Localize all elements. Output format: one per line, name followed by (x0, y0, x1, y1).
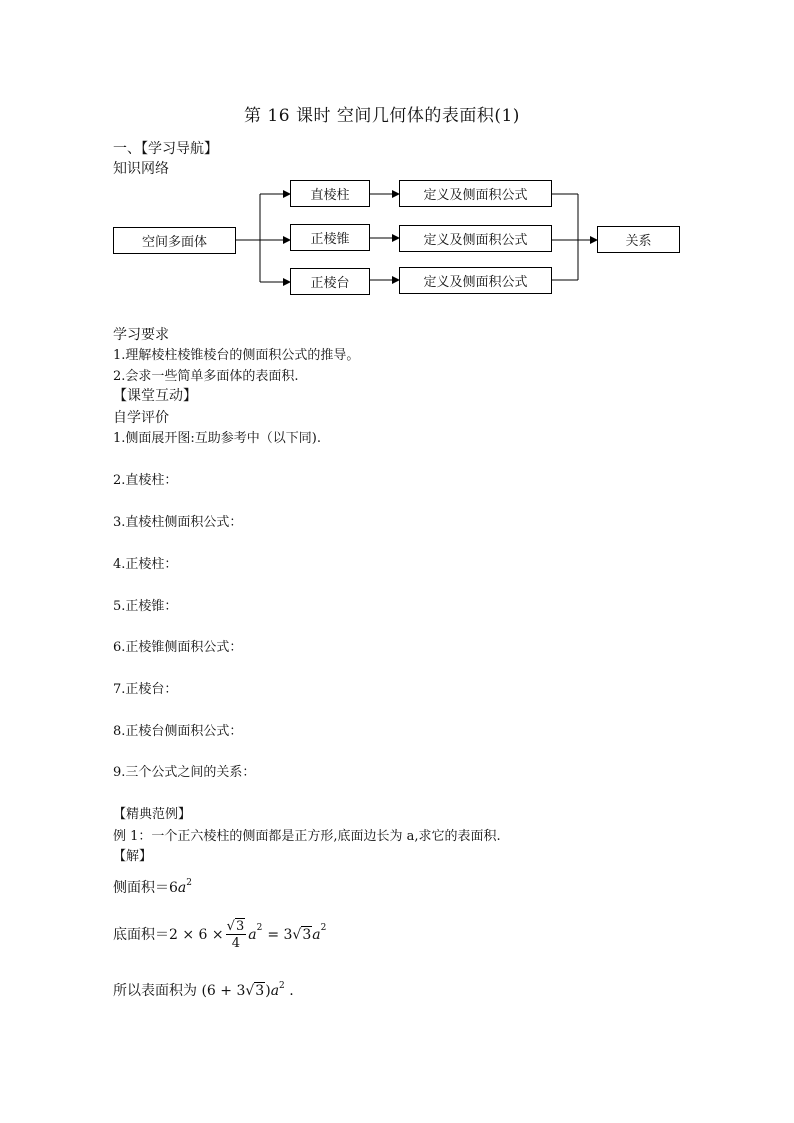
lateral-label: 侧面积＝ (113, 880, 169, 896)
base-var: a (248, 927, 257, 943)
base-radicand-2: 3 (302, 927, 312, 943)
total-area-line (113, 981, 294, 999)
box-formula-3: 定义及侧面积公式 (399, 267, 552, 294)
base-var-2: a (312, 927, 321, 943)
solution-label: 【解】 (113, 849, 153, 864)
question-5: 5.正棱锥： (113, 599, 178, 614)
box-formula-2: 定义及侧面积公式 (399, 225, 552, 252)
question-1: 1.侧面展开图:互助参考中（以下同). (113, 431, 321, 446)
box-result: 关系 (597, 226, 680, 253)
base-eq: = 3 (267, 927, 293, 943)
question-7: 7.正棱台： (113, 682, 178, 697)
question-6: 6.正棱锥侧面积公式： (113, 640, 243, 655)
total-var: a (270, 983, 280, 999)
question-3: 3.直棱柱侧面积公式： (113, 515, 243, 530)
total-label: 所以表面积为 (113, 983, 197, 999)
base-num-radicand: 3 (235, 919, 245, 934)
requirements-heading: 学习要求 (113, 327, 169, 343)
requirement-item-1: 1.理解棱柱棱锥棱台的侧面积公式的推导。 (113, 348, 360, 363)
requirement-item-2: 2.会求一些简单多面体的表面积. (113, 369, 299, 384)
knowledge-network-diagram (0, 0, 794, 320)
lateral-coef: 6 (169, 880, 178, 896)
base-label: 底面积＝ (113, 927, 169, 943)
question-8: 8.正棱台侧面积公式： (113, 724, 243, 739)
base-area-line (113, 920, 326, 950)
box-root: 空间多面体 (113, 227, 236, 254)
example-problem: 例 1：一个正六棱柱的侧面都是正方形,底面边长为 a,求它的表面积. (113, 829, 501, 844)
sqrt-sign: √ (226, 919, 235, 934)
total-close: ) (265, 983, 271, 999)
base-fraction (226, 920, 247, 950)
section-heading-nav: 一、【学习导航】 (113, 141, 218, 157)
question-2: 2.直棱柱： (113, 473, 178, 488)
box-branch-1: 直棱柱 (290, 180, 370, 207)
total-end: . (289, 983, 294, 999)
base-exp: 2 (256, 922, 263, 933)
sqrt-sign: √ (292, 927, 302, 943)
example-heading: 【精典范例】 (113, 807, 192, 822)
question-4: 4.正棱柱： (113, 557, 178, 572)
lateral-area-line (113, 878, 193, 896)
base-prefix: 2 × 6 × (169, 927, 224, 943)
question-9: 9.三个公式之间的关系： (113, 765, 256, 780)
lateral-var: a (177, 880, 187, 896)
base-denominator: 4 (231, 936, 241, 951)
box-formula-1: 定义及侧面积公式 (399, 180, 552, 207)
total-exp: 2 (279, 981, 285, 991)
total-radicand: 3 (255, 983, 265, 999)
box-branch-2: 正棱锥 (290, 224, 370, 251)
lateral-exp: 2 (186, 878, 193, 888)
classroom-heading: 【课堂互动】 (113, 388, 197, 404)
box-branch-3: 正棱台 (290, 268, 370, 295)
self-eval-heading: 自学评价 (113, 410, 169, 426)
sqrt-sign: √ (245, 983, 255, 999)
total-open: (6 + 3 (201, 983, 246, 999)
page-title: 第 16 课时 空间几何体的表面积(1) (244, 106, 520, 126)
knowledge-network-label: 知识网络 (113, 161, 169, 177)
base-exp-2: 2 (320, 922, 327, 933)
